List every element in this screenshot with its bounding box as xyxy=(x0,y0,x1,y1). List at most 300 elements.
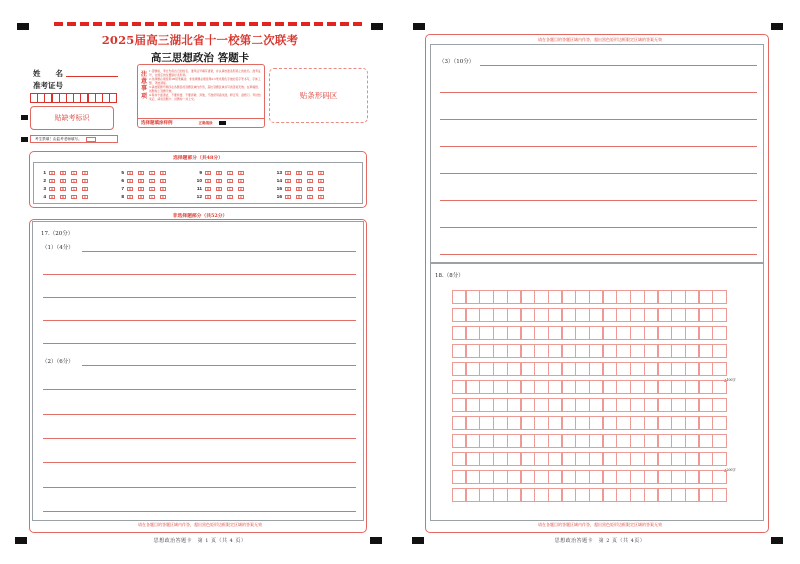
essay-grid-cell[interactable] xyxy=(658,308,672,322)
exam-id-digit-box[interactable] xyxy=(109,93,117,103)
mc-option-b-bubble[interactable]: B xyxy=(297,186,301,191)
essay-grid-row[interactable] xyxy=(452,326,726,340)
essay-grid-cell[interactable] xyxy=(479,470,493,484)
essay-grid-cell[interactable] xyxy=(658,398,672,412)
answer-line[interactable] xyxy=(43,389,356,390)
essay-grid-cell[interactable] xyxy=(575,326,589,340)
essay-grid-cell[interactable] xyxy=(616,380,630,394)
essay-grid-cell[interactable] xyxy=(534,362,548,376)
essay-grid-cell[interactable] xyxy=(507,452,521,466)
essay-grid-cell[interactable] xyxy=(644,416,658,430)
essay-grid-cell[interactable] xyxy=(562,434,576,448)
essay-grid-row[interactable] xyxy=(452,470,726,484)
essay-grid-cell[interactable] xyxy=(699,326,713,340)
essay-grid-cell[interactable] xyxy=(616,452,630,466)
essay-grid-cell[interactable] xyxy=(589,470,603,484)
essay-grid-cell[interactable] xyxy=(466,308,480,322)
answer-line[interactable] xyxy=(440,173,757,174)
essay-grid-cell[interactable] xyxy=(712,452,726,466)
essay-grid-cell[interactable] xyxy=(507,344,521,358)
essay-grid-cell[interactable] xyxy=(493,362,507,376)
essay-grid-cell[interactable] xyxy=(507,308,521,322)
essay-grid-cell[interactable] xyxy=(548,290,562,304)
essay-grid-cell[interactable] xyxy=(493,326,507,340)
essay-grid-cell[interactable] xyxy=(712,308,726,322)
essay-grid-cell[interactable] xyxy=(712,290,726,304)
essay-grid-cell[interactable] xyxy=(521,398,535,412)
essay-grid-cell[interactable] xyxy=(562,344,576,358)
answer-line[interactable] xyxy=(43,274,356,275)
mc-option-b-bubble[interactable]: B xyxy=(217,194,221,199)
mc-option-d-bubble[interactable]: D xyxy=(161,170,165,175)
essay-grid-cell[interactable] xyxy=(630,416,644,430)
essay-grid-cell[interactable] xyxy=(630,290,644,304)
mc-option-d-bubble[interactable]: D xyxy=(161,178,165,183)
essay-grid-cell[interactable] xyxy=(466,380,480,394)
mc-option-b-bubble[interactable]: B xyxy=(297,194,301,199)
essay-grid-cell[interactable] xyxy=(534,290,548,304)
essay-grid-cell[interactable] xyxy=(603,326,617,340)
essay-grid-cell[interactable] xyxy=(493,308,507,322)
essay-grid-cell[interactable] xyxy=(562,398,576,412)
answer-line[interactable] xyxy=(440,200,757,201)
essay-grid-cell[interactable] xyxy=(479,398,493,412)
essay-grid-cell[interactable] xyxy=(603,362,617,376)
essay-grid-cell[interactable] xyxy=(452,290,466,304)
essay-grid-cell[interactable] xyxy=(493,434,507,448)
essay-grid-cell[interactable] xyxy=(685,470,699,484)
essay-grid-cell[interactable] xyxy=(671,470,685,484)
mc-option-d-bubble[interactable]: D xyxy=(161,194,165,199)
essay-grid-cell[interactable] xyxy=(685,398,699,412)
essay-grid-cell[interactable] xyxy=(603,488,617,502)
essay-grid-cell[interactable] xyxy=(699,398,713,412)
essay-grid-cell[interactable] xyxy=(699,290,713,304)
essay-grid-cell[interactable] xyxy=(699,344,713,358)
essay-grid-cell[interactable] xyxy=(493,488,507,502)
essay-grid-cell[interactable] xyxy=(644,344,658,358)
answer-line[interactable] xyxy=(43,297,356,298)
essay-grid-cell[interactable] xyxy=(630,488,644,502)
essay-grid-cell[interactable] xyxy=(507,434,521,448)
essay-grid-cell[interactable] xyxy=(699,380,713,394)
essay-grid-cell[interactable] xyxy=(671,326,685,340)
essay-grid-cell[interactable] xyxy=(644,452,658,466)
essay-grid-cell[interactable] xyxy=(521,308,535,322)
mc-option-a-bubble[interactable]: A xyxy=(50,194,54,199)
mc-option-a-bubble[interactable]: A xyxy=(128,186,132,191)
essay-grid-cell[interactable] xyxy=(658,488,672,502)
essay-grid-cell[interactable] xyxy=(630,308,644,322)
name-field[interactable] xyxy=(66,70,118,77)
essay-grid-cell[interactable] xyxy=(548,416,562,430)
essay-grid-cell[interactable] xyxy=(479,488,493,502)
mc-option-d-bubble[interactable]: D xyxy=(161,186,165,191)
essay-grid-cell[interactable] xyxy=(630,380,644,394)
mc-option-d-bubble[interactable]: D xyxy=(239,178,243,183)
exam-id-boxes[interactable] xyxy=(30,93,116,103)
answer-line[interactable] xyxy=(440,254,757,255)
essay-grid-cell[interactable] xyxy=(685,308,699,322)
mc-option-c-bubble[interactable]: C xyxy=(72,178,76,183)
essay-grid-cell[interactable] xyxy=(671,488,685,502)
essay-grid-cell[interactable] xyxy=(534,416,548,430)
essay-grid-cell[interactable] xyxy=(712,470,726,484)
essay-grid-cell[interactable] xyxy=(507,470,521,484)
mc-option-c-bubble[interactable]: C xyxy=(150,178,154,183)
essay-grid-cell[interactable] xyxy=(548,470,562,484)
essay-grid-cell[interactable] xyxy=(548,452,562,466)
essay-grid-cell[interactable] xyxy=(685,452,699,466)
essay-grid-cell[interactable] xyxy=(562,452,576,466)
essay-grid-cell[interactable] xyxy=(616,290,630,304)
essay-grid-cell[interactable] xyxy=(630,470,644,484)
essay-grid-cell[interactable] xyxy=(479,452,493,466)
essay-grid-cell[interactable] xyxy=(658,380,672,394)
essay-grid-cell[interactable] xyxy=(507,416,521,430)
essay-grid-cell[interactable] xyxy=(466,470,480,484)
essay-grid-row[interactable] xyxy=(452,308,726,322)
absent-fill-box[interactable] xyxy=(86,137,96,142)
essay-grid-cell[interactable] xyxy=(671,380,685,394)
mc-option-a-bubble[interactable]: A xyxy=(286,186,290,191)
essay-grid-cell[interactable] xyxy=(548,434,562,448)
essay-grid-cell[interactable] xyxy=(466,362,480,376)
essay-grid-cell[interactable] xyxy=(562,380,576,394)
mc-option-d-bubble[interactable]: D xyxy=(319,194,323,199)
essay-grid-cell[interactable] xyxy=(658,434,672,448)
essay-grid-cell[interactable] xyxy=(603,398,617,412)
essay-grid-cell[interactable] xyxy=(712,362,726,376)
essay-grid-cell[interactable] xyxy=(671,362,685,376)
essay-grid-cell[interactable] xyxy=(630,398,644,412)
mc-option-a-bubble[interactable]: A xyxy=(206,194,210,199)
essay-grid-cell[interactable] xyxy=(562,470,576,484)
essay-grid-cell[interactable] xyxy=(699,434,713,448)
essay-grid-cell[interactable] xyxy=(589,308,603,322)
mc-option-d-bubble[interactable]: D xyxy=(319,178,323,183)
essay-grid-cell[interactable] xyxy=(589,434,603,448)
essay-grid-cell[interactable] xyxy=(479,434,493,448)
essay-grid-cell[interactable] xyxy=(466,434,480,448)
essay-grid-cell[interactable] xyxy=(575,308,589,322)
mc-option-d-bubble[interactable]: D xyxy=(239,186,243,191)
essay-grid-cell[interactable] xyxy=(575,488,589,502)
essay-grid-cell[interactable] xyxy=(548,398,562,412)
essay-grid-cell[interactable] xyxy=(548,308,562,322)
essay-grid-cell[interactable] xyxy=(548,344,562,358)
essay-grid-cell[interactable] xyxy=(616,398,630,412)
essay-grid-cell[interactable] xyxy=(507,362,521,376)
essay-grid-cell[interactable] xyxy=(466,452,480,466)
essay-grid-cell[interactable] xyxy=(630,434,644,448)
essay-grid-cell[interactable] xyxy=(589,398,603,412)
mc-option-c-bubble[interactable]: C xyxy=(72,170,76,175)
essay-grid-cell[interactable] xyxy=(521,344,535,358)
answer-line[interactable] xyxy=(440,119,757,120)
mc-option-d-bubble[interactable]: D xyxy=(319,186,323,191)
mc-option-b-bubble[interactable]: B xyxy=(297,178,301,183)
essay-grid-cell[interactable] xyxy=(589,416,603,430)
essay-grid-cell[interactable] xyxy=(534,434,548,448)
essay-grid-cell[interactable] xyxy=(575,434,589,448)
mc-option-a-bubble[interactable]: A xyxy=(206,186,210,191)
essay-grid-cell[interactable] xyxy=(479,326,493,340)
essay-grid-cell[interactable] xyxy=(452,434,466,448)
mc-option-c-bubble[interactable]: C xyxy=(228,186,232,191)
essay-grid-cell[interactable] xyxy=(493,398,507,412)
mc-option-d-bubble[interactable]: D xyxy=(83,194,87,199)
essay-grid-cell[interactable] xyxy=(644,434,658,448)
essay-grid-cell[interactable] xyxy=(589,326,603,340)
mc-option-b-bubble[interactable]: B xyxy=(139,178,143,183)
mc-option-a-bubble[interactable]: A xyxy=(128,178,132,183)
essay-grid-cell[interactable] xyxy=(493,290,507,304)
essay-grid-cell[interactable] xyxy=(712,398,726,412)
essay-grid-cell[interactable] xyxy=(452,326,466,340)
essay-grid-cell[interactable] xyxy=(452,398,466,412)
essay-grid-cell[interactable] xyxy=(671,344,685,358)
essay-grid-cell[interactable] xyxy=(685,326,699,340)
essay-grid-cell[interactable] xyxy=(466,416,480,430)
mc-option-a-bubble[interactable]: A xyxy=(286,194,290,199)
essay-grid-cell[interactable] xyxy=(630,344,644,358)
mc-option-d-bubble[interactable]: D xyxy=(239,194,243,199)
essay-grid-cell[interactable] xyxy=(575,344,589,358)
essay-grid-cell[interactable] xyxy=(644,488,658,502)
essay-grid-cell[interactable] xyxy=(466,398,480,412)
answer-line[interactable] xyxy=(43,462,356,463)
essay-grid-cell[interactable] xyxy=(589,452,603,466)
mc-option-d-bubble[interactable]: D xyxy=(239,170,243,175)
mc-option-a-bubble[interactable]: A xyxy=(50,186,54,191)
mc-option-c-bubble[interactable]: C xyxy=(308,194,312,199)
essay-grid-cell[interactable] xyxy=(589,380,603,394)
mc-option-c-bubble[interactable]: C xyxy=(308,178,312,183)
essay-grid-cell[interactable] xyxy=(452,362,466,376)
essay-grid-cell[interactable] xyxy=(589,362,603,376)
mc-option-a-bubble[interactable]: A xyxy=(128,194,132,199)
essay-grid-cell[interactable] xyxy=(644,380,658,394)
answer-line[interactable] xyxy=(43,438,356,439)
essay-grid-cell[interactable] xyxy=(589,488,603,502)
essay-grid-cell[interactable] xyxy=(452,488,466,502)
mc-option-b-bubble[interactable]: B xyxy=(139,170,143,175)
essay-grid-cell[interactable] xyxy=(548,488,562,502)
essay-grid-cell[interactable] xyxy=(548,362,562,376)
essay-grid-cell[interactable] xyxy=(658,416,672,430)
essay-grid-cell[interactable] xyxy=(616,344,630,358)
answer-line[interactable] xyxy=(440,146,757,147)
mc-option-c-bubble[interactable]: C xyxy=(150,194,154,199)
essay-grid-cell[interactable] xyxy=(575,290,589,304)
mc-option-c-bubble[interactable]: C xyxy=(150,170,154,175)
essay-grid-cell[interactable] xyxy=(589,344,603,358)
essay-grid-cell[interactable] xyxy=(534,380,548,394)
mc-option-b-bubble[interactable]: B xyxy=(61,170,65,175)
essay-grid-cell[interactable] xyxy=(479,362,493,376)
essay-grid-cell[interactable] xyxy=(658,362,672,376)
essay-grid-cell[interactable] xyxy=(685,344,699,358)
mc-option-a-bubble[interactable]: A xyxy=(50,178,54,183)
mc-option-b-bubble[interactable]: B xyxy=(297,170,301,175)
essay-grid-cell[interactable] xyxy=(452,308,466,322)
essay-grid-cell[interactable] xyxy=(712,434,726,448)
mc-option-b-bubble[interactable]: B xyxy=(217,170,221,175)
essay-grid-cell[interactable] xyxy=(548,326,562,340)
essay-grid-cell[interactable] xyxy=(658,452,672,466)
essay-grid-cell[interactable] xyxy=(452,416,466,430)
essay-grid-row[interactable] xyxy=(452,488,726,502)
essay-grid-row[interactable] xyxy=(452,398,726,412)
mc-option-d-bubble[interactable]: D xyxy=(83,178,87,183)
essay-grid-cell[interactable] xyxy=(630,362,644,376)
mc-option-b-bubble[interactable]: B xyxy=(217,178,221,183)
essay-grid-cell[interactable] xyxy=(630,452,644,466)
essay-grid-cell[interactable] xyxy=(534,326,548,340)
essay-grid-cell[interactable] xyxy=(699,470,713,484)
answer-line[interactable] xyxy=(43,343,356,344)
essay-grid-cell[interactable] xyxy=(562,308,576,322)
essay-grid-cell[interactable] xyxy=(521,362,535,376)
essay-grid-cell[interactable] xyxy=(479,416,493,430)
essay-grid-cell[interactable] xyxy=(616,308,630,322)
mc-option-c-bubble[interactable]: C xyxy=(228,170,232,175)
essay-grid-cell[interactable] xyxy=(671,398,685,412)
essay-grid-cell[interactable] xyxy=(452,380,466,394)
essay-grid-cell[interactable] xyxy=(548,380,562,394)
essay-grid-cell[interactable] xyxy=(699,416,713,430)
essay-grid-cell[interactable] xyxy=(534,344,548,358)
essay-grid-cell[interactable] xyxy=(685,488,699,502)
mc-option-d-bubble[interactable]: D xyxy=(83,186,87,191)
essay-grid-cell[interactable] xyxy=(534,470,548,484)
essay-grid-cell[interactable] xyxy=(603,308,617,322)
essay-grid-cell[interactable] xyxy=(521,470,535,484)
essay-grid-cell[interactable] xyxy=(685,416,699,430)
mc-option-c-bubble[interactable]: C xyxy=(308,186,312,191)
essay-grid-cell[interactable] xyxy=(671,434,685,448)
mc-option-c-bubble[interactable]: C xyxy=(150,186,154,191)
answer-line[interactable] xyxy=(43,511,356,512)
mc-option-a-bubble[interactable]: A xyxy=(50,170,54,175)
essay-grid-cell[interactable] xyxy=(616,488,630,502)
essay-grid-cell[interactable] xyxy=(562,362,576,376)
essay-grid-cell[interactable] xyxy=(534,398,548,412)
essay-grid-cell[interactable] xyxy=(699,362,713,376)
essay-grid-cell[interactable] xyxy=(521,488,535,502)
essay-grid-cell[interactable] xyxy=(466,290,480,304)
answer-line[interactable] xyxy=(43,487,356,488)
essay-grid-cell[interactable] xyxy=(644,308,658,322)
essay-grid-cell[interactable] xyxy=(479,380,493,394)
essay-grid-row[interactable] xyxy=(452,344,726,358)
essay-grid-row[interactable] xyxy=(452,290,726,304)
essay-grid-cell[interactable] xyxy=(521,434,535,448)
essay-grid-cell[interactable] xyxy=(575,362,589,376)
essay-grid-cell[interactable] xyxy=(603,470,617,484)
essay-grid-cell[interactable] xyxy=(575,470,589,484)
answer-line[interactable] xyxy=(82,365,356,366)
essay-grid-cell[interactable] xyxy=(658,290,672,304)
answer-line[interactable] xyxy=(82,251,356,252)
essay-grid-cell[interactable] xyxy=(466,488,480,502)
essay-grid-cell[interactable] xyxy=(671,290,685,304)
essay-grid-cell[interactable] xyxy=(562,290,576,304)
essay-grid-cell[interactable] xyxy=(685,380,699,394)
essay-grid-cell[interactable] xyxy=(507,326,521,340)
essay-grid-cell[interactable] xyxy=(630,326,644,340)
essay-grid-cell[interactable] xyxy=(658,326,672,340)
essay-grid-cell[interactable] xyxy=(699,488,713,502)
essay-grid-cell[interactable] xyxy=(644,290,658,304)
essay-grid-cell[interactable] xyxy=(589,290,603,304)
answer-line[interactable] xyxy=(440,92,757,93)
mc-option-a-bubble[interactable]: A xyxy=(206,170,210,175)
essay-grid-cell[interactable] xyxy=(658,344,672,358)
essay-grid-cell[interactable] xyxy=(616,326,630,340)
essay-grid-cell[interactable] xyxy=(685,434,699,448)
mc-option-b-bubble[interactable]: B xyxy=(61,194,65,199)
essay-grid-cell[interactable] xyxy=(575,416,589,430)
essay-grid-cell[interactable] xyxy=(712,416,726,430)
essay-grid-cell[interactable] xyxy=(562,488,576,502)
essay-grid-cell[interactable] xyxy=(616,362,630,376)
essay-grid-cell[interactable] xyxy=(603,452,617,466)
essay-grid-cell[interactable] xyxy=(534,488,548,502)
essay-grid-cell[interactable] xyxy=(616,416,630,430)
essay-grid-cell[interactable] xyxy=(712,380,726,394)
essay-grid-cell[interactable] xyxy=(466,344,480,358)
essay-grid-row[interactable] xyxy=(452,380,726,394)
essay-grid-cell[interactable] xyxy=(452,470,466,484)
essay-grid-cell[interactable] xyxy=(534,308,548,322)
essay-grid-cell[interactable] xyxy=(521,290,535,304)
essay-grid-cell[interactable] xyxy=(493,452,507,466)
mc-option-c-bubble[interactable]: C xyxy=(72,186,76,191)
mc-option-b-bubble[interactable]: B xyxy=(61,178,65,183)
essay-grid-cell[interactable] xyxy=(562,416,576,430)
essay-grid-cell[interactable] xyxy=(603,434,617,448)
answer-line[interactable] xyxy=(43,320,356,321)
essay-grid-cell[interactable] xyxy=(644,398,658,412)
essay-grid-cell[interactable] xyxy=(603,416,617,430)
essay-grid-cell[interactable] xyxy=(493,344,507,358)
essay-grid-cell[interactable] xyxy=(575,380,589,394)
essay-grid-cell[interactable] xyxy=(521,326,535,340)
mc-option-b-bubble[interactable]: B xyxy=(139,194,143,199)
mc-option-b-bubble[interactable]: B xyxy=(139,186,143,191)
essay-grid-cell[interactable] xyxy=(685,362,699,376)
essay-grid-cell[interactable] xyxy=(507,290,521,304)
essay-grid-cell[interactable] xyxy=(671,308,685,322)
essay-grid-cell[interactable] xyxy=(712,344,726,358)
essay-grid-cell[interactable] xyxy=(603,380,617,394)
essay-grid-cell[interactable] xyxy=(507,398,521,412)
essay-grid-cell[interactable] xyxy=(712,488,726,502)
essay-grid-row[interactable] xyxy=(452,416,726,430)
essay-grid-row[interactable] xyxy=(452,362,726,376)
essay-grid-cell[interactable] xyxy=(699,308,713,322)
essay-grid-cell[interactable] xyxy=(493,380,507,394)
essay-grid-cell[interactable] xyxy=(699,452,713,466)
essay-grid-cell[interactable] xyxy=(671,452,685,466)
essay-grid-row[interactable] xyxy=(452,434,726,448)
essay-grid-cell[interactable] xyxy=(562,326,576,340)
essay-grid-cell[interactable] xyxy=(521,380,535,394)
essay-grid-cell[interactable] xyxy=(712,326,726,340)
mc-option-a-bubble[interactable]: A xyxy=(128,170,132,175)
